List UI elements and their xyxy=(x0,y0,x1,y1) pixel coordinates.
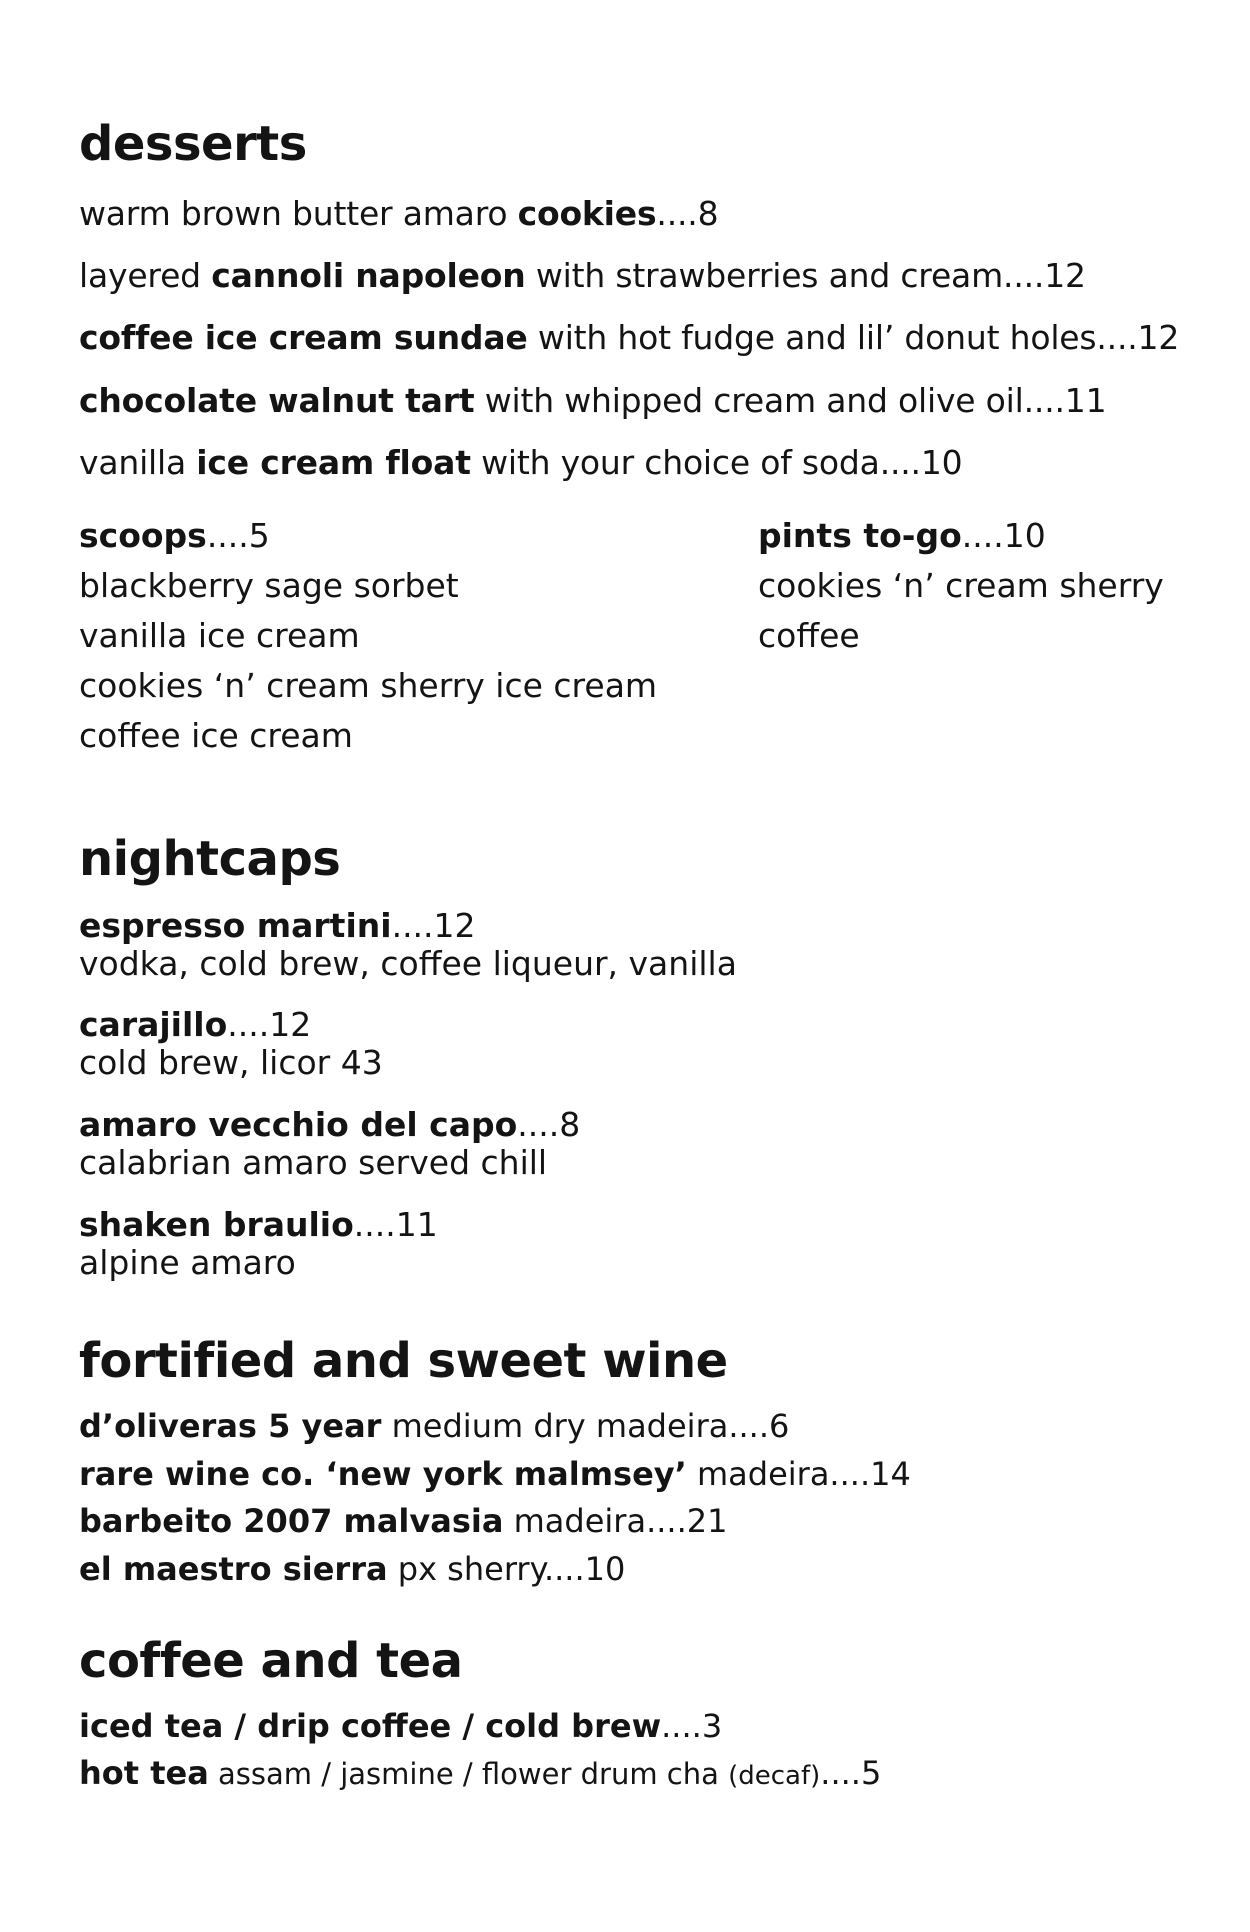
nightcap-price: ....11 xyxy=(353,1205,438,1244)
dessert-item-name: cookies xyxy=(517,194,657,233)
nightcap-item xyxy=(79,1206,438,1282)
dessert-item-price: ....12 xyxy=(1096,318,1180,357)
nightcap-name: espresso martini xyxy=(79,906,392,945)
nightcap-name: shaken braulio xyxy=(79,1205,354,1244)
dessert-item-price: ....10 xyxy=(879,443,963,482)
scoops-list xyxy=(79,511,657,761)
nightcap-desc: calabrian amaro served chill xyxy=(79,1143,548,1182)
coffee-price: ....3 xyxy=(661,1707,723,1745)
wine-price: ....6 xyxy=(728,1407,790,1445)
wine-name: el maestro sierra xyxy=(79,1550,388,1588)
nightcap-name: amaro vecchio del capo xyxy=(79,1105,518,1144)
nightcap-item xyxy=(79,1006,383,1082)
wine-item: d’oliveras 5 year medium dry madeira....6 xyxy=(79,1407,790,1445)
scoop-item: blackberry sage sorbet xyxy=(79,566,459,605)
dessert-item: coffee ice cream sundae with hot fudge and lil’ donut holes....12 xyxy=(79,318,1180,357)
pints-list xyxy=(758,511,1164,661)
coffee-price: ....5 xyxy=(820,1754,882,1792)
coffee-name: hot tea xyxy=(79,1754,209,1792)
dessert-item-price: ....11 xyxy=(1023,381,1107,420)
nightcap-name: carajillo xyxy=(79,1005,228,1044)
dessert-item-name: coffee ice cream sundae xyxy=(79,318,528,357)
wine-name: d’oliveras 5 year xyxy=(79,1407,382,1445)
nightcap-desc: alpine amaro xyxy=(79,1243,296,1282)
scoops-heading: scoops....5 xyxy=(79,516,270,555)
scoop-item: coffee ice cream xyxy=(79,716,353,755)
wine-name: barbeito 2007 malvasia xyxy=(79,1502,504,1540)
section-title-nightcaps: nightcaps xyxy=(79,831,341,887)
scoop-item: vanilla ice cream xyxy=(79,616,360,655)
wine-price: ....21 xyxy=(646,1502,728,1540)
dessert-item: warm brown butter amaro cookies....8 xyxy=(79,194,719,233)
nightcap-price: ....8 xyxy=(517,1105,581,1144)
scoop-item: cookies ‘n’ cream sherry ice cream xyxy=(79,666,658,705)
dessert-item-price: ....12 xyxy=(1003,256,1086,295)
nightcap-item xyxy=(79,907,737,983)
wine-price: ....10 xyxy=(543,1550,626,1588)
dessert-item: vanilla ice cream float with your choice of soda....10 xyxy=(79,443,963,482)
section-title-wine: fortified and sweet wine xyxy=(79,1333,728,1389)
wine-price: ....14 xyxy=(829,1455,911,1493)
decaf-note: (decaf) xyxy=(728,1761,821,1791)
dessert-item-name: chocolate walnut tart xyxy=(79,381,475,420)
section-title-coffee: coffee and tea xyxy=(79,1633,463,1689)
wine-item: barbeito 2007 malvasia madeira....21 xyxy=(79,1502,728,1540)
coffee-item xyxy=(79,1707,722,1745)
pint-item: coffee xyxy=(758,616,860,655)
wine-name: rare wine co. ‘new york malmsey’ xyxy=(79,1455,687,1493)
dessert-item-price: ....8 xyxy=(656,194,719,233)
nightcap-price: ....12 xyxy=(391,906,476,945)
dessert-item-name: cannoli napoleon xyxy=(211,256,526,295)
dessert-item: layered cannoli napoleon with strawberries and cream....12 xyxy=(79,256,1086,295)
nightcap-price: ....12 xyxy=(227,1005,312,1044)
pints-heading: pints to-go....10 xyxy=(758,516,1046,555)
pint-item: cookies ‘n’ cream sherry xyxy=(758,566,1164,605)
wine-item: rare wine co. ‘new york malmsey’ madeira....14 xyxy=(79,1455,911,1493)
dessert-item: chocolate walnut tart with whipped cream and olive oil....11 xyxy=(79,381,1107,420)
coffee-name: iced tea / drip coffee / cold brew xyxy=(79,1707,662,1745)
coffee-item: hot tea assam / jasmine / flower drum cha (decaf)....5 xyxy=(79,1754,882,1792)
wine-item: el maestro sierra px sherry....10 xyxy=(79,1550,626,1588)
dessert-item-name: ice cream float xyxy=(196,443,471,482)
section-title-desserts: desserts xyxy=(79,116,307,172)
nightcap-desc: vodka, cold brew, coffee liqueur, vanilla xyxy=(79,944,737,983)
nightcap-item xyxy=(79,1106,580,1182)
nightcap-desc: cold brew, licor 43 xyxy=(79,1043,383,1082)
